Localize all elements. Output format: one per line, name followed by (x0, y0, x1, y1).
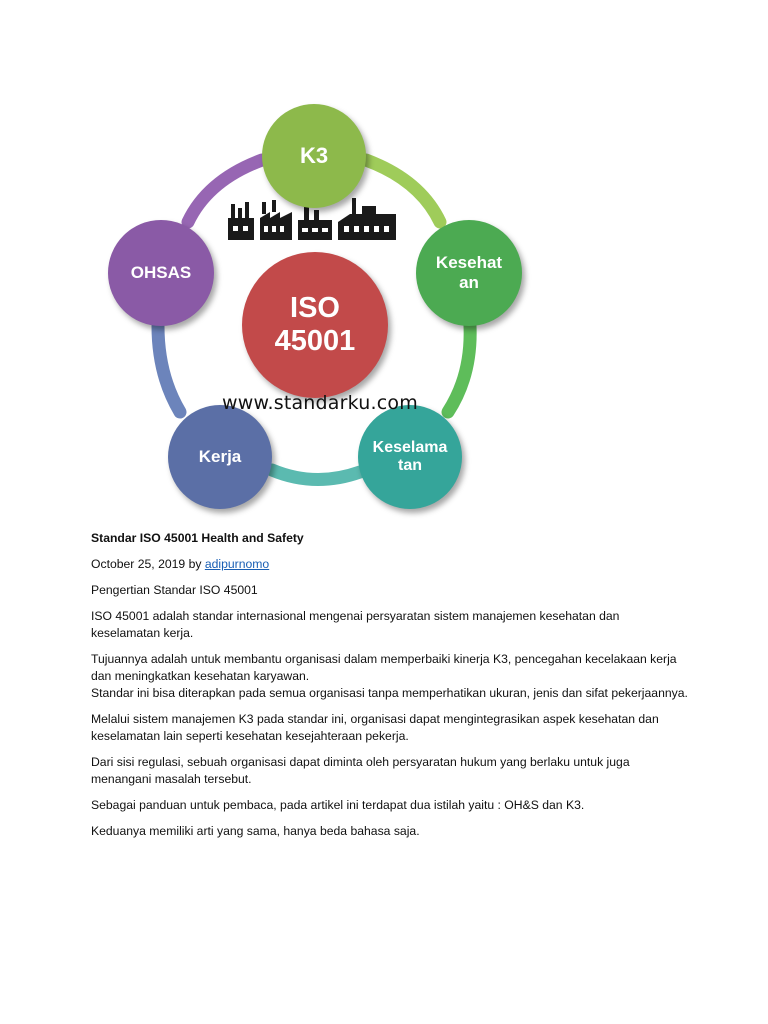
paragraph-2a: Tujuannya adalah untuk membantu organisasi dalam memperbaiki kinerja K3, pencegahan kecelakaan kerja dan meningkatkan kesehatan karyawan. (91, 652, 677, 683)
node-center-line1: ISO (290, 291, 340, 324)
node-center-line2: 45001 (274, 325, 356, 357)
arc-top-right (366, 160, 440, 222)
paragraph-2 (91, 651, 691, 702)
node-kesehatan (416, 220, 522, 326)
paragraph-6: Keduanya memiliki arti yang sama, hanya beda bahasa saja. (91, 824, 420, 838)
factory-icon (338, 198, 396, 240)
node-kerja (168, 405, 272, 509)
article-body (91, 530, 691, 849)
node-iso-45001 (242, 252, 388, 398)
paragraph-4: Dari sisi regulasi, sebuah organisasi dapat diminta oleh persyaratan hukum yang berlaku untuk juga menangani masalah tersebut. (91, 755, 630, 786)
arc-right (448, 326, 470, 412)
arc-bottom (272, 470, 360, 480)
node-keselamatan (358, 405, 462, 509)
node-kesehatan-line2: an (459, 273, 479, 292)
arc-top-left (188, 160, 262, 222)
factory-icon (228, 202, 254, 240)
node-keselamatan-line2: tan (398, 457, 422, 474)
watermark-url: www.standarku.com (222, 392, 418, 414)
author-link[interactable]: adipurnomo (204, 557, 270, 571)
node-ohsas-label: OHSAS (130, 263, 192, 283)
node-kerja-label: Kerja (198, 447, 242, 467)
paragraph-2b: Standar ini bisa diterapkan pada semua organisasi tanpa memperhatikan ukuran, jenis dan sifat pekerjaannya. (91, 686, 688, 700)
node-keselamatan-line1: Keselama (372, 438, 448, 456)
article-heading: Pengertian Standar ISO 45001 (91, 583, 258, 597)
node-kesehatan-line1: Kesehat (435, 253, 503, 273)
article-meta (91, 556, 691, 573)
article-title: Standar ISO 45001 Health and Safety (91, 531, 304, 545)
article-date: October 25, 2019 by (91, 557, 202, 571)
node-k3 (262, 104, 366, 208)
paragraph-3: Melalui sistem manajemen K3 pada standar ini, organisasi dapat mengintegrasikan aspek kesehatan dan keselamatan lain seperti kesehatan kesejahteraan pekerja. (91, 712, 659, 743)
paragraph-5: Sebagai panduan untuk pembaca, pada artikel ini terdapat dua istilah yaitu : OH&S dan K3. (91, 798, 585, 812)
factory-icon (298, 206, 332, 240)
arc-left (158, 326, 180, 412)
node-ohsas (108, 220, 214, 326)
node-k3-label: K3 (299, 143, 329, 169)
paragraph-1: ISO 45001 adalah standar internasional mengenai persyaratan sistem manajemen kesehatan dan keselamatan kerja. (91, 609, 620, 640)
factory-icon (260, 200, 292, 240)
